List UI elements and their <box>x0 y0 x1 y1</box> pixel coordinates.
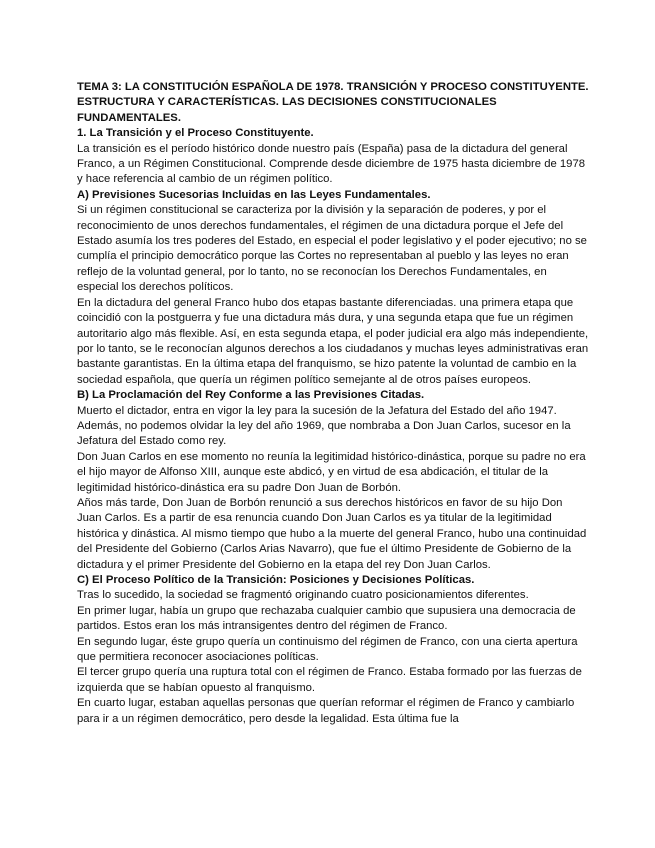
section-c-paragraph-4: El tercer grupo quería una ruptura total con el régimen de Franco. Estaba formado por las fuerzas de izquierda que se habían opuesto al franquismo. <box>77 666 582 694</box>
section-b-paragraph-3: Años más tarde, Don Juan de Borbón renunció a sus derechos históricos en favor de su hijo Don Juan Carlos. Es a partir de esa renuncia cuando Don Juan Carlos es ya titular de la legitimidad histórica y dinástica. Al mismo tiempo que hubo a la muerte del general Franco, hubo una continuidad del Presidente del Gobierno (Carlos Arias Navarro), que fue el último Presidente de Gobierno de la dictadura y el primer Presidente del Gobierno en la etapa del rey Don Juan Carlos. <box>77 496 587 571</box>
section-a-paragraph-1: Si un régimen constitucional se caracteriza por la división y la separación de poderes, y por el reconocimiento de unos derechos fundamentales, el régimen de una dictadura porque el Jefe del Estado asumía los tres poderes del Estado, en especial el poder legislativo y el poder ejecutivo; no se cumplía el principio democrático porque las Cortes no representaban al pueblo y las leyes no eran reflejo de la voluntad general, por lo tanto, no se reconocían los Derechos Fundamentales, en especial los derechos políticos. <box>77 204 587 294</box>
section-1-heading: 1. La Transición y el Proceso Constituyente. <box>77 127 314 140</box>
section-b-paragraph-1: Muerto el dictador, entra en vigor la ley para la sucesión de la Jefatura del Estado del año 1947. Además, no podemos olvidar la ley del año 1969, que nombraba a Don Juan Carlos, sucesor en la Jefatura del Estado como rey. <box>77 404 571 448</box>
section-c-paragraph-3: En segundo lugar, éste grupo quería un continuismo del régimen de Franco, con una cierta apertura que permitiera reconocer asociaciones políticas. <box>77 635 578 664</box>
section-c-paragraph-1: Tras lo sucedido, la sociedad se fragmentó originando cuatro posicionamientos diferentes. <box>77 589 529 602</box>
section-a-paragraph-2: En la dictadura del general Franco hubo dos etapas bastante diferenciadas. una primera etapa que coincidió con la postguerra y fue una dictadura más dura, y una segunda etapa que fue un régimen autoritario algo más flexible. Así, en esta segunda etapa, el poder judicial era algo más independiente, por lo tanto, se le reconocían algunos derechos a los ciudadanos y muchas leyes administrativas eran bastante garantistas. En la última etapa del franquismo, se hizo patente la voluntad de cambio en la sociedad española, que quería un régimen político semejante al de otros países europeos. <box>77 296 589 386</box>
section-a-heading: A) Previsiones Sucesorias Incluidas en las Leyes Fundamentales. <box>77 188 431 201</box>
section-b-heading: B) La Proclamación del Rey Conforme a las Previsiones Citadas. <box>77 389 425 402</box>
section-1-paragraph: La transición es el período histórico donde nuestro país (España) pasa de la dictadura del general Franco, a un Régimen Constitucional. Comprende desde diciembre de 1975 hasta diciembre de 1978 y hace referencia al cambio de un régimen político. <box>77 142 586 186</box>
section-b-paragraph-2: Don Juan Carlos en ese momento no reunía la legitimidad histórico-dinástica, porque su padre no era el hijo mayor de Alfonso XIII, aunque este abdicó, y en virtud de esa abdicación, el titular de la legitimidad histórico-dinástica era su padre Don Juan de Borbón. <box>77 450 586 494</box>
section-c-paragraph-2: En primer lugar, había un grupo que rechazaba cualquier cambio que supusiera una democracia de partidos. Estos eran los más intransigentes dentro del régimen de Franco. <box>77 604 576 633</box>
document-title: TEMA 3: LA CONSTITUCIÓN ESPAÑOLA DE 1978. TRANSICIÓN Y PROCESO CONSTITUYENTE. ESTRUCTURA Y CARACTERÍSTICAS. LAS DECISIONES CONSTITUCIONALES FUNDAMENTALES. <box>77 81 589 124</box>
section-c-paragraph-5: En cuarto lugar, estaban aquellas personas que querían reformar el régimen de Franco y cambiarlo para ir a un régimen democrático, pero desde la legalidad. Esta última fue la <box>77 697 575 725</box>
document-page <box>77 80 589 727</box>
section-c-heading: C) El Proceso Político de la Transición: Posiciones y Decisiones Políticas. <box>77 574 475 586</box>
